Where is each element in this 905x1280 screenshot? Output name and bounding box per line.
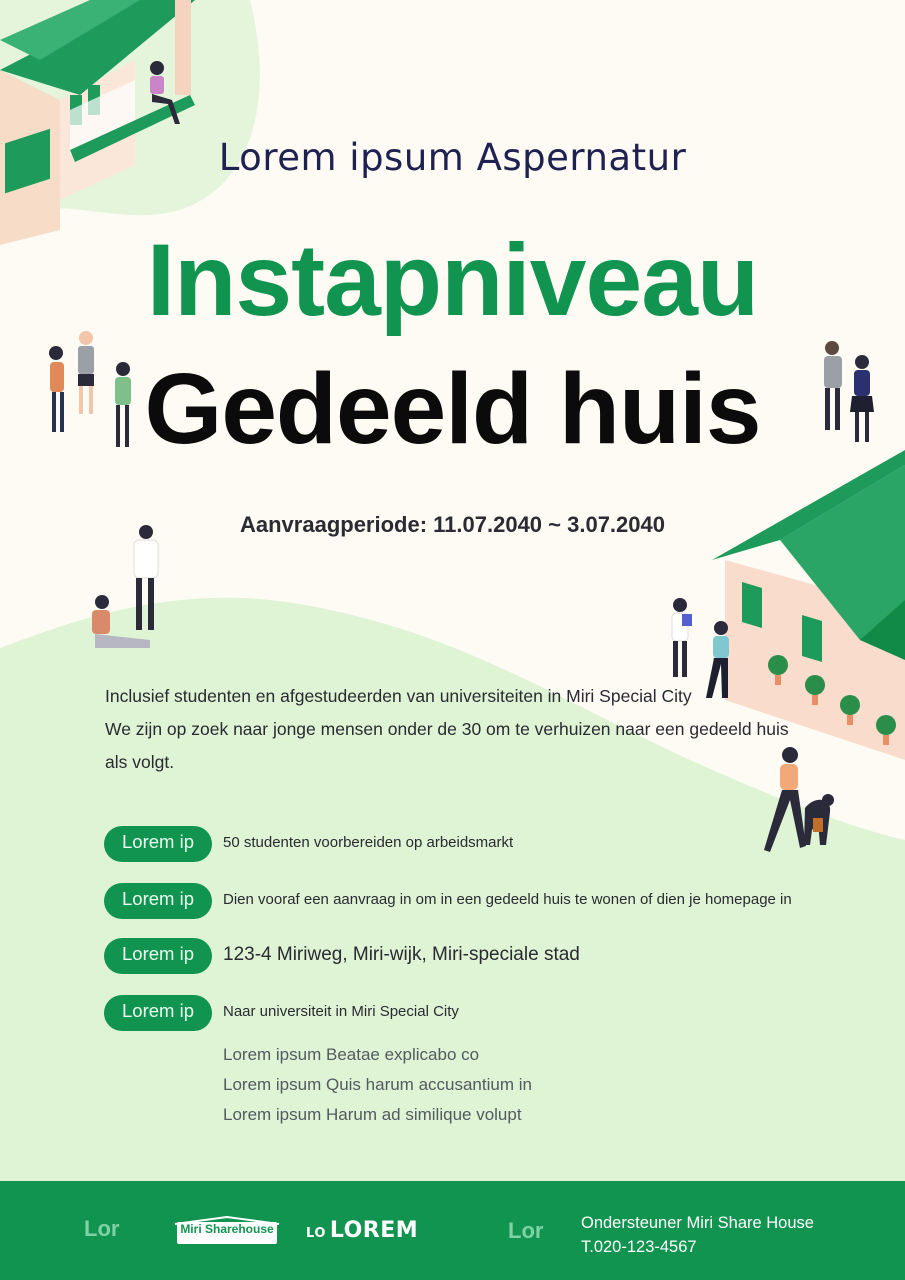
intro-line: als volgt.: [105, 752, 175, 772]
sub-line: Lorem ipsum Beatae explicabo co: [223, 1045, 480, 1064]
item-sub-lines: [223, 1040, 532, 1130]
application-period: Aanvraagperiode: 11.07.2040 ~ 3.07.2040: [239, 512, 665, 537]
footer-lor-left: Lor: [84, 1216, 120, 1241]
sharehouse-logo-text: Miri Sharehouse: [180, 1222, 274, 1236]
intro-line: Inclusief studenten en afgestudeerden van universiteiten in Miri Special City: [105, 686, 692, 706]
supporter-phone: T.020-123-4567: [581, 1238, 697, 1256]
sub-line: Lorem ipsum Harum ad similique volupt: [223, 1105, 522, 1124]
title-line-2: Gedeeld huis: [144, 353, 761, 465]
footer-lor-right: Lor: [508, 1218, 544, 1243]
lorem-logo: [306, 1218, 418, 1243]
item-pill-2: Lorem ip: [104, 883, 212, 919]
title-line-1: Instapniveau: [146, 223, 759, 337]
sharehouse-logo: [173, 1216, 281, 1246]
subtitle: Lorem ipsum Aspernatur: [218, 136, 687, 179]
item-pill-3: Lorem ip: [104, 938, 212, 974]
supporter-name: Ondersteuner Miri Share House: [581, 1214, 814, 1232]
item-text-2: Dien vooraf een aanvraag in om in een gedeeld huis te wonen of dien je homepage in: [223, 891, 792, 908]
lorem-logo-prefix: LO: [306, 1226, 326, 1241]
lorem-logo-text: LOREM: [329, 1218, 419, 1243]
intro-line: We zijn op zoek naar jonge mensen onder de 30 om te verhuizen naar een gedeeld huis: [105, 719, 789, 739]
item-pill-1: Lorem ip: [104, 826, 212, 862]
item-text-4: Naar universiteit in Miri Special City: [223, 1003, 459, 1020]
intro-text: [105, 680, 805, 779]
supporter-info: [581, 1211, 814, 1259]
item-pill-4: Lorem ip: [104, 995, 212, 1031]
item-text-1: 50 studenten voorbereiden op arbeidsmarkt: [223, 834, 514, 851]
item-text-3: 123-4 Miriweg, Miri-wijk, Miri-speciale stad: [223, 944, 580, 965]
sub-line: Lorem ipsum Quis harum accusantium in: [223, 1075, 532, 1094]
